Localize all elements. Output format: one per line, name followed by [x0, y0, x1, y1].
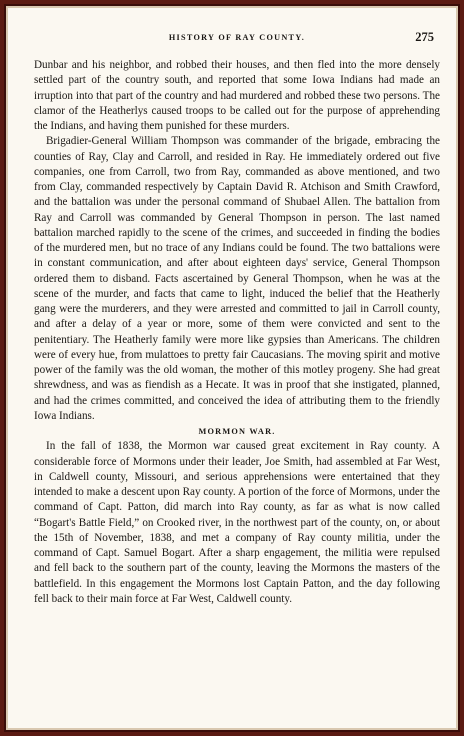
running-head: [34, 30, 440, 48]
paragraph-mormon-war: In the fall of 1838, the Mormon war caused great excitement in Ray county. A considerable force of Mormons under their leader, Joe Smith, had assembled at Far West, in Caldwell county, Missouri, and serious apprehensions were entertained that they intended to make a descent upon Ray county. A portion of the force of Mormons, under the command of Capt. Patton, did march into Ray county, as far as what is now called “Bogart's Battle Field,” on Crooked river, in the northwest part of the county, on, or about the 15th of November, 1838, and met a company of Ray county militia, under the command of Capt. Samuel Bogart. After a sharp engagement, the militia were repulsed and fell back to the southern part of the county, leaving the Mormons the masters of the battlefield. In this engagement the Mormons lost Captain Patton, and the day following fell back to their main force at Far West, Caldwell county.: [34, 440, 440, 605]
book-page: [8, 8, 456, 728]
page-frame-mat: [6, 6, 458, 730]
page-number: 275: [415, 30, 434, 44]
paragraph-thompson: Brigadier-General William Thompson was commander of the brigade, embracing the counties of Ray, Clay and Carroll, and resided in Ray. He immediately ordered out five companies, one from Carroll, two from Ray, commanded as above mentioned, and two from Clay, commanded respectively by Captain David R. Atchison and Smith Crawford, and the battalion was under the personal command of Shubael Allen. The battalion from Ray and Carroll was commanded by General Thompson in person. The last named battalion marched rapidly to the scene of the crimes, and succeeded in finding the bodies of the murdered men, but no trace of any Indians could be found. The two battalions were in constant communication, and after about eighteen days' service, General Thompson ordered them to disband. Facts ascertained by General Thompson, when he was at the scene of the murder, and facts that came to light, induced the belief that the Heatherly gang were the murderers, and they were arrested and committed to jail in Carroll county, and after a delay of a year or more, some of them were convicted and sent to the penitentiary. The Heatherly family were more like gypsies than Americans. The children were of every hue, from mulattoes to pretty fair Caucasians. The moving spirit and motive power of the family was the old woman, the mother of this motley progeny. She had great shrewdness, and was as fiendish as a Hecate. It was in proof that she instigated, planned, and had the crimes committed, and conceived the idea of attributing them to the friendly Iowa Indians.: [34, 135, 440, 422]
running-title: HISTORY OF RAY COUNTY.: [168, 33, 306, 42]
section-heading-mormon-war: MORMON WAR.: [198, 427, 276, 436]
body-text: [34, 58, 440, 607]
page-frame-inner-border: [4, 4, 460, 732]
paragraph-continued: Dunbar and his neighbor, and robbed their houses, and then fled into the more densely settled part of the country south, and reported that some Iowa Indians had made an irruption into that part of the country and had murdered and robbed these two persons. The clamor of the Heatherlys caused troops to be called out for the purpose of apprehending the Indians, and having them punished for these murders.: [34, 59, 440, 132]
